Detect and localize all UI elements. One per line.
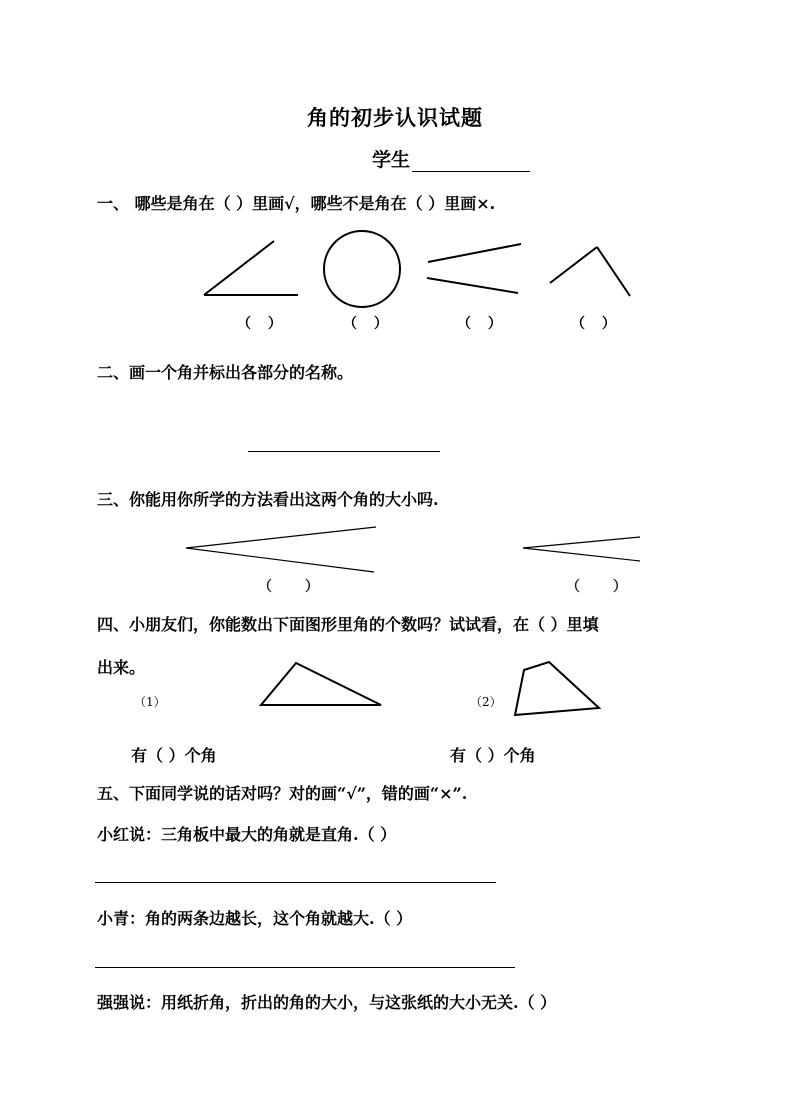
q5-statement-3: 强强说：用纸折角，折出的角的大小，与这张纸的大小无关.（ ） [97,993,557,1012]
page-title: 角的初步认识试题 [307,105,483,130]
q1-answer-slot-1[interactable]: （ ） [237,316,288,332]
q5-statement-1: 小红说：三角板中最大的角就是直角.（ ） [97,825,397,844]
q4-answer-2[interactable]: 有（ ）个角 [450,746,536,765]
q4-quadrilateral-figure [515,662,599,715]
q4-label-2: （2） [470,695,502,709]
q4-text-line1: 四、小朋友们，你能数出下面图形里角的个数吗？试试看，在（ ）里填 [97,615,599,634]
q4-text-line2: 出来。 [97,658,146,677]
q5-answer-line-1 [95,882,496,883]
q5-statement-2: 小青：角的两条边越长，这个角就越大.（ ） [97,909,413,928]
q1-text: 一、 哪些是角在（ ）里画√，哪些不是角在（ ）里画×. [97,194,496,213]
student-label: 学生 [372,149,411,171]
q1-answer-slot-2[interactable]: （ ） [343,316,394,332]
q5-text: 五、下面同学说的话对吗？对的画“√”，错的画“×”. [97,784,468,803]
q2-text: 二、画一个角并标出各部分的名称。 [97,363,354,382]
q3-text: 三、你能用你所学的方法看出这两个角的大小吗. [97,490,439,509]
q3-answer-slot-2[interactable]: （ ） [566,579,641,595]
q1-answer-slot-3[interactable]: （ ） [457,316,508,332]
q4-answer-1[interactable]: 有（ ）个角 [131,746,217,765]
q1-answer-slot-4[interactable]: （ ） [571,316,622,332]
q3-answer-slot-1[interactable]: （ ） [258,579,333,595]
q5-answer-line-2 [95,967,515,968]
q4-triangle-figure [261,663,381,705]
q4-label-1: （1） [134,695,166,709]
